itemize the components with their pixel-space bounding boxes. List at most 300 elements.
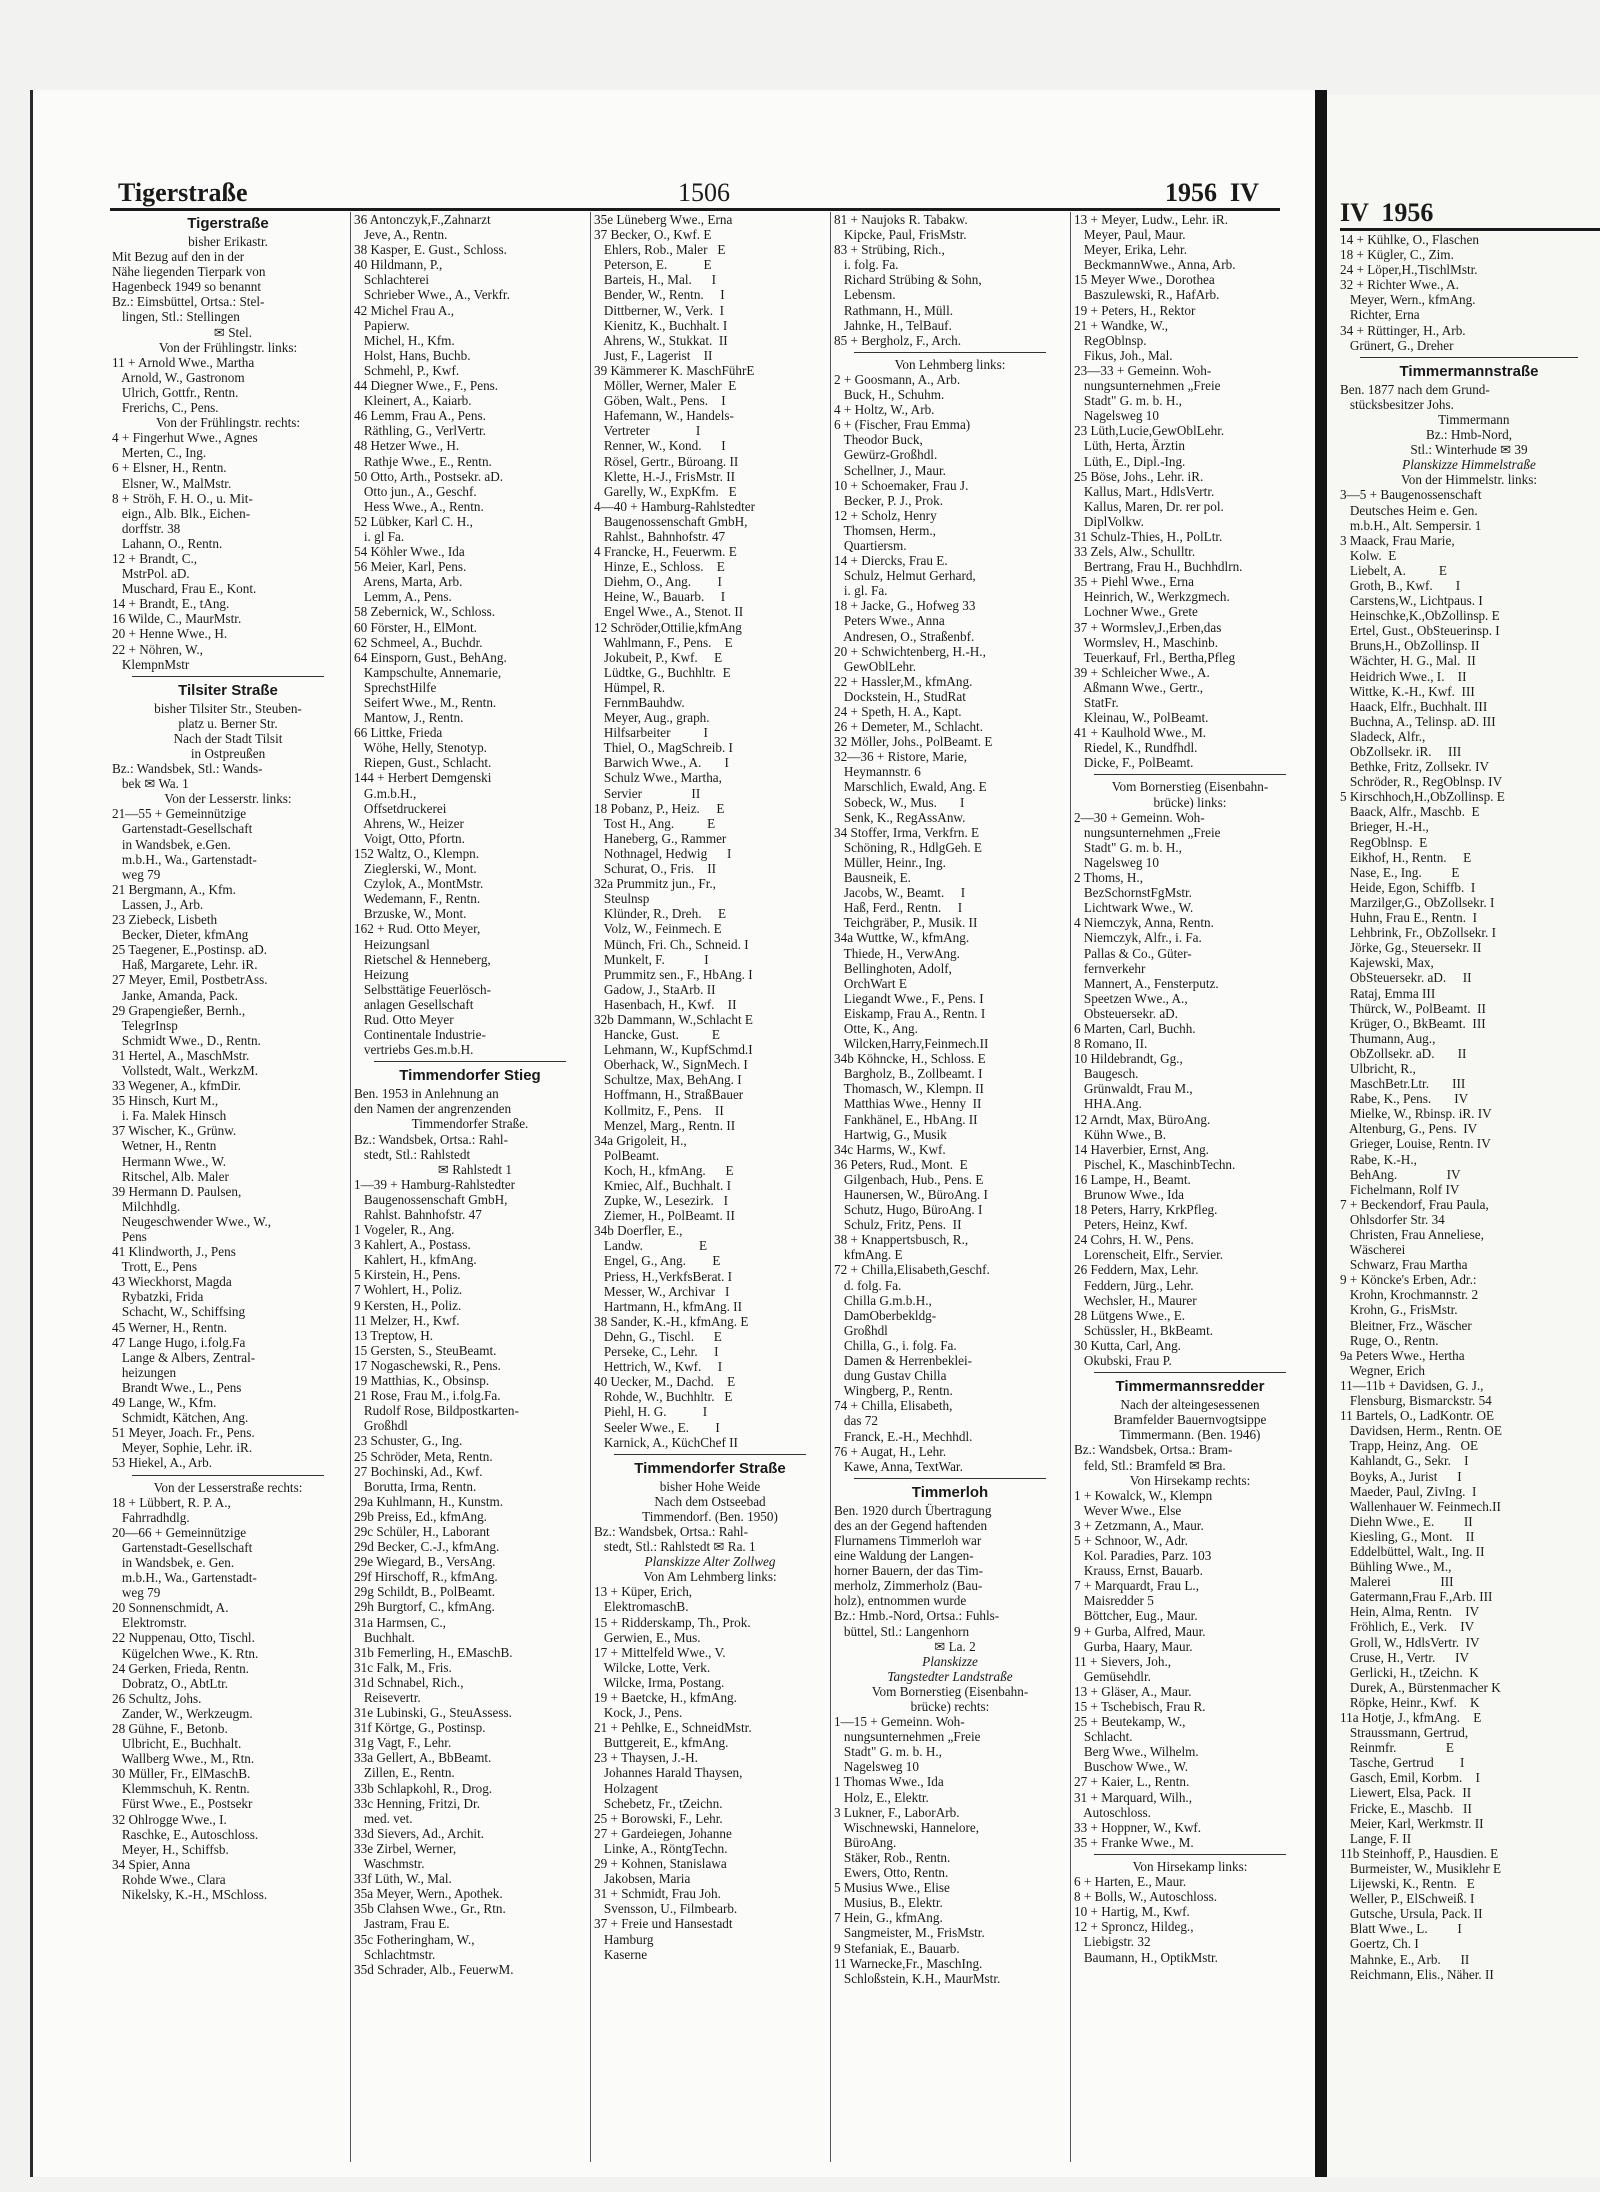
directory-entry: Linke, A., RöntgTechn. <box>594 1840 728 1856</box>
directory-entry: Räthling, G., VerlVertr. <box>354 423 486 439</box>
directory-entry: Gartenstadt-Gesellschaft <box>112 821 253 837</box>
directory-entry: Mit Bezug auf den in der <box>112 249 245 265</box>
directory-entry: Jakobsen, Maria <box>594 1871 691 1887</box>
directory-entry: 19 Matthias, K., Obsinsp. <box>354 1373 490 1389</box>
directory-entry: 15 Meyer Wwe., Dorothea <box>1074 272 1215 288</box>
directory-entry: Piehl, H. G. I <box>594 1404 708 1420</box>
street-heading: Tilsiter Straße <box>178 681 278 699</box>
directory-entry: Haack, Elfr., Buchhalt. III <box>1340 698 1488 714</box>
directory-entry: 54 Köhler Wwe., Ida <box>354 544 465 560</box>
directory-entry: 4 + Fingerhut Wwe., Agnes <box>112 430 258 446</box>
directory-entry: 76 + Augat, H., Lehr. <box>834 1443 947 1459</box>
directory-entry: Wegner, Erich <box>1340 1362 1425 1378</box>
directory-entry: Hartwig, G., Musik <box>834 1126 947 1142</box>
directory-entry: Schebetz, Fr., tZeichn. <box>594 1795 723 1811</box>
directory-entry: Krohn, Krochmannstr. 2 <box>1340 1287 1479 1303</box>
directory-entry: Pischel, K., MaschinbTechn. <box>1074 1156 1236 1172</box>
directory-entry: Marschlich, Ewald, Ang. E <box>834 779 987 795</box>
directory-entry: nungsunternehmen „Freie <box>834 1729 981 1745</box>
directory-entry: Gasch, Emil, Korbm. I <box>1340 1770 1480 1786</box>
directory-entry: 6 + Elsner, H., Rentn. <box>112 460 227 476</box>
directory-note: Stl.: Winterhude ✉ 39 <box>1410 442 1528 458</box>
directory-entry: Gerwien, E., Mus. <box>594 1629 701 1645</box>
directory-entry: 39 Hermann D. Paulsen, <box>112 1183 242 1199</box>
directory-entry: TelegrInsp <box>112 1017 178 1033</box>
directory-entry: 29g Schildt, B., PolBeamt. <box>354 1584 496 1600</box>
directory-entry: Baugenossenschaft GmbH, <box>354 1191 508 1207</box>
directory-entry: 34 + Rüttinger, H., Arb. <box>1340 322 1466 338</box>
directory-entry: Kahlandt, G., Sekr. I <box>1340 1453 1469 1469</box>
directory-entry: Hümpel, R. <box>594 679 666 695</box>
directory-entry: Buschow Wwe., W. <box>1074 1759 1189 1775</box>
directory-entry: 35b Clahsen Wwe., Gr., Rtn. <box>354 1901 506 1917</box>
directory-entry: in Wandsbek, e.Gen. <box>112 836 231 852</box>
directory-entry: 11 Melzer, H., Kwf. <box>354 1312 460 1328</box>
directory-entry: Bz.: Wandsbek, Ortsa.: Rahl- <box>354 1131 508 1147</box>
directory-entry: 39 Kämmerer K. MaschFührE <box>594 362 755 378</box>
directory-entry: Dicke, F., PolBeamt. <box>1074 755 1194 771</box>
directory-entry: 3 + Zetzmann, A., Maur. <box>1074 1517 1204 1533</box>
directory-entry: stedt, Stl.: Rahlstedt ✉ Ra. 1 <box>594 1539 756 1555</box>
directory-entry: 13 + Meyer, Ludw., Lehr. iR. <box>1074 212 1229 227</box>
directory-note: platz u. Berner Str. <box>178 715 278 731</box>
directory-entry: Nähe liegenden Tierpark von <box>112 264 266 280</box>
directory-column-3 <box>594 212 826 2172</box>
street-heading: Timmendorfer Stieg <box>399 1067 541 1085</box>
directory-entry: Heinrich, W., Werkzgmech. <box>1074 589 1230 605</box>
directory-entry: Hancke, Gust. E <box>594 1027 720 1043</box>
directory-entry: Meyer, Aug., graph. <box>594 710 710 726</box>
directory-entry: 46 Lemm, Frau A., Pens. <box>354 408 486 424</box>
directory-entry: Wallberg Wwe., M., Rtn. <box>112 1751 255 1767</box>
directory-entry: Peters, Heinz, Kwf. <box>1074 1217 1188 1233</box>
directory-entry: Prummitz sen., F., HbAng. I <box>594 966 753 982</box>
directory-entry: Kallus, Maren, Dr. rer pol. <box>1074 498 1224 514</box>
running-head-street: Tigerstraße <box>118 178 248 207</box>
directory-entry: 35e Lüneberg Wwe., Erna <box>594 212 733 227</box>
directory-entry: 3 Maack, Frau Marie, <box>1340 532 1455 548</box>
directory-entry: 13 Treptow, H. <box>354 1327 434 1343</box>
directory-entry: Blatt Wwe., L. I <box>1340 1921 1462 1937</box>
directory-entry: 27 + Gardeiegen, Johanne <box>594 1825 732 1841</box>
directory-entry: Lange & Albers, Zentral- <box>112 1349 256 1365</box>
directory-note: Timmermann <box>1428 411 1510 427</box>
directory-entry: Priess, H.,VerkfsBerat. I <box>594 1268 733 1284</box>
directory-entry: Böttcher, Eug., Maur. <box>1074 1608 1198 1624</box>
directory-entry: 33 + Hoppner, W., Kwf. <box>1074 1819 1202 1835</box>
directory-entry: 18 Pobanz, P., Heiz. E <box>594 800 725 816</box>
directory-entry: 11b Steinhoff, P., Hausdien. E <box>1340 1845 1499 1861</box>
directory-entry: Großhdl <box>354 1418 408 1434</box>
directory-entry: 48 Hetzer Wwe., H. <box>354 438 460 454</box>
directory-entry: Dobratz, O., AbtLtr. <box>112 1675 229 1691</box>
directory-entry: 35 Hinsch, Kurt M., <box>112 1093 219 1109</box>
directory-note: Nach der Stadt Tilsit <box>173 730 283 746</box>
directory-entry: den Namen der angrenzenden <box>354 1101 512 1117</box>
directory-entry: 7 + Beckendorf, Frau Paula, <box>1340 1196 1489 1212</box>
directory-entry: Gilgenbach, Hub., Pens. E <box>834 1171 984 1187</box>
directory-entry: Bellinghoten, Adolf, <box>834 960 952 976</box>
directory-entry: Christen, Frau Anneliese, <box>1340 1227 1484 1242</box>
directory-entry: Boyks, A., Jurist I <box>1340 1468 1462 1484</box>
directory-column-right-page <box>1340 232 1598 2192</box>
section-divider <box>374 1061 566 1062</box>
directory-entry: 52 Lübker, Karl C. H., <box>354 513 473 529</box>
directory-entry: Merten, C., Ing. <box>112 445 207 461</box>
directory-entry: Baugesch. <box>1074 1066 1139 1082</box>
directory-entry: ObZollsekr. aD. II <box>1340 1045 1467 1061</box>
directory-entry: Schulz, Helmut Gerhard, <box>834 568 976 584</box>
directory-entry: 32 Möller, Johs., PolBeamt. E <box>834 734 993 750</box>
directory-entry: stücksbesitzer Johs. <box>1340 396 1454 412</box>
directory-entry: 37 + Wormslev,J.,Erben,das <box>1074 619 1222 635</box>
directory-entry: Czylok, A., MontMstr. <box>354 876 484 892</box>
directory-entry: 9 Kersten, H., Poliz. <box>354 1297 462 1313</box>
directory-entry: feld, Stl.: Bramfeld ✉ Bra. <box>1074 1457 1226 1473</box>
directory-entry: Bz.: Wandsbek, Ortsa.: Bram- <box>1074 1442 1233 1458</box>
directory-entry: Kleinau, W., PolBeamt. <box>1074 710 1209 726</box>
directory-entry: 18 + Kügler, C., Zim. <box>1340 247 1454 263</box>
directory-entry: FernmBauhdw. <box>594 695 685 710</box>
directory-entry: kfmAng. E <box>834 1247 903 1263</box>
directory-entry: Lassen, J., Arb. <box>112 896 204 912</box>
directory-entry: 23 + Thaysen, J.-H. <box>594 1750 698 1766</box>
directory-entry: Röpke, Heinr., Kwf. K <box>1340 1694 1480 1710</box>
directory-entry: Oberhack, W., SignMech. I <box>594 1057 748 1073</box>
directory-entry: Lehmann, W., KupfSchmd.I <box>594 1042 753 1058</box>
directory-entry: DiplVolkw. <box>1074 513 1144 529</box>
directory-entry: 29 + Kohnen, Stanislawa <box>594 1856 727 1872</box>
directory-entry: 12 + Sproncz, Hildeg., <box>1074 1919 1194 1935</box>
directory-entry: Sangmeister, M., FrisMstr. <box>834 1925 985 1941</box>
directory-entry: Carstens,W., Lichtpaus. I <box>1340 593 1483 609</box>
directory-entry: 21 Rose, Frau M., i.folg.Fa. <box>354 1388 501 1404</box>
directory-column-2 <box>354 212 586 2172</box>
directory-entry: Jacobs, W., Beamt. I <box>834 885 966 901</box>
directory-entry: Elsner, W., MalMstr. <box>112 475 232 491</box>
directory-entry: Ulbricht, E., Buchhalt. <box>112 1736 242 1752</box>
directory-entry: Lüth, Herta, Ärztin <box>1074 438 1185 454</box>
directory-entry: 4 Niemczyk, Anna, Rentn. <box>1074 915 1214 931</box>
directory-entry: Servier II <box>594 785 701 801</box>
directory-entry: Michel, H., Kfm. <box>354 332 455 348</box>
directory-note: ✉ La. 2 <box>924 1638 976 1654</box>
directory-entry: 41 + Kaulhold Wwe., M. <box>1074 725 1207 741</box>
directory-entry: Maeder, Paul, ZivIng. I <box>1340 1483 1477 1499</box>
directory-entry: Jastram, Frau E. <box>354 1916 450 1932</box>
directory-entry: Ewers, Otto, Rentn. <box>834 1865 949 1881</box>
directory-entry: Heizung <box>354 966 409 982</box>
directory-entry: Heide, Egon, Schiffb. I <box>1340 879 1476 895</box>
directory-entry: 38 Kasper, E. Gust., Schloss. <box>354 242 507 258</box>
directory-entry: 23 Ziebeck, Lisbeth <box>112 912 218 928</box>
directory-entry: 11a Hotje, J., kfmAng. E <box>1340 1710 1482 1725</box>
directory-entry: Rabe, K.-H., <box>1340 1151 1417 1167</box>
directory-entry: Klemmschuh, K. Rentn. <box>112 1781 250 1797</box>
directory-entry: 26 + Demeter, M., Schlacht. <box>834 719 984 735</box>
directory-entry: DamOberbekldg- <box>834 1307 937 1323</box>
directory-note: Nach dem Ostseebad <box>654 1493 766 1509</box>
directory-entry: Heine, W., Bauarb. I <box>594 589 726 605</box>
directory-entry: Diehm, O., Ang. I <box>594 574 722 590</box>
directory-entry: Wittke, K.-H., Kwf. III <box>1340 683 1475 699</box>
directory-entry: Kol. Paradies, Parz. 103 <box>1074 1548 1212 1564</box>
directory-entry: Altenburg, G., Pens. IV <box>1340 1121 1478 1137</box>
directory-entry: 20 + Henne Wwe., H. <box>112 626 228 642</box>
directory-entry: 31 Hertel, A., MaschMstr. <box>112 1047 250 1063</box>
directory-entry: Thomsen, Herm., <box>834 522 936 538</box>
directory-entry: 29 Grapengießer, Bernh., <box>112 1002 246 1018</box>
directory-entry: Thiede, H., VerwAng. <box>834 945 960 961</box>
directory-entry: 19 + Peters, H., Rektor <box>1074 302 1196 318</box>
directory-entry: Kleinert, A., Kaiarb. <box>354 393 472 409</box>
directory-entry: Schmehl, P., Kwf. <box>354 362 460 378</box>
directory-entry: 29a Kuhlmann, H., Kunstm. <box>354 1493 504 1509</box>
directory-entry: Wever Wwe., Else <box>1074 1502 1182 1518</box>
directory-entry: 34c Harms, W., Kwf. <box>834 1141 946 1157</box>
directory-note: Planskizze Alter Zollweg <box>644 1554 776 1570</box>
directory-entry: Ertel, Gust., ObSteuerinsp. I <box>1340 623 1500 639</box>
directory-entry: 31e Lubinski, G., SteuAssess. <box>354 1705 512 1721</box>
directory-entry: 21 + Wandke, W., <box>1074 317 1169 333</box>
directory-column-4 <box>834 212 1066 2172</box>
directory-entry: Mantow, J., Rentn. <box>354 710 464 726</box>
directory-entry: 10 Hildebrandt, Gg., <box>1074 1051 1183 1067</box>
directory-entry: Brunow Wwe., Ida <box>1074 1187 1184 1202</box>
directory-entry: horner Bauern, der das Tim- <box>834 1563 984 1579</box>
directory-entry: 60 Förster, H., ElMont. <box>354 619 477 635</box>
directory-entry: in Wandsbek, e. Gen. <box>112 1554 235 1570</box>
directory-entry: Gemüsehdlr. <box>1074 1668 1151 1684</box>
directory-entry: 31f Körtge, G., Postinsp. <box>354 1720 486 1736</box>
directory-entry: 9 + Gurba, Alfred, Maur. <box>1074 1623 1206 1639</box>
directory-entry: Tasche, Gertrud I <box>1340 1755 1465 1771</box>
directory-entry: OrchWart E <box>834 975 907 991</box>
directory-entry: Hein, Alma, Rentn. IV <box>1340 1604 1480 1620</box>
directory-entry: Rathmann, H., Müll. <box>834 302 954 318</box>
directory-entry: 20—66 + Gemeinnützige <box>112 1524 247 1540</box>
directory-entry: 14 + Diercks, Frau E. <box>834 553 948 569</box>
directory-note: brücke) rechts: <box>910 1699 990 1714</box>
directory-entry: Bz.: Wandsbek, Stl.: Wands- <box>112 761 263 777</box>
directory-entry: 31 Schulz-Thies, H., PolLtr. <box>1074 528 1223 544</box>
section-divider <box>1360 357 1578 358</box>
directory-entry: 25 Böse, Johs., Lehr. iR. <box>1074 468 1204 484</box>
directory-entry: dung Gustav Chilla <box>834 1368 947 1384</box>
directory-entry: Trott, E., Pens <box>112 1259 198 1275</box>
directory-entry: Niemczyk, Alfr., i. Fa. <box>1074 930 1202 946</box>
directory-entry: Fankhänel, E., HbAng. II <box>834 1111 978 1127</box>
directory-entry: 31c Falk, M., Fris. <box>354 1659 452 1675</box>
directory-entry: Buck, H., Schuhm. <box>834 387 945 403</box>
directory-entry: Kallus, Mart., HdlsVertr. <box>1074 483 1215 499</box>
directory-entry: Dittberner, W., Verk. I <box>594 302 724 318</box>
directory-entry: 44 Diegner Wwe., F., Pens. <box>354 378 499 394</box>
directory-entry: 3 Lukner, F., LaborArb. <box>834 1804 960 1820</box>
directory-entry: Haß, Margarete, Lehr. iR. <box>112 957 258 973</box>
directory-entry: 24 Gerken, Frieda, Rentn. <box>112 1660 249 1676</box>
directory-entry: Fricke, E., Maschb. II <box>1340 1800 1472 1816</box>
directory-entry: Rohde, W., Buchhltr. E <box>594 1389 733 1405</box>
directory-entry: Bleitner, Frz., Wäscher <box>1340 1317 1472 1333</box>
directory-entry: heizungen <box>112 1364 177 1380</box>
directory-entry: Menzel, Marg., Rentn. II <box>594 1117 736 1133</box>
directory-entry: Meyer, Erika, Lehr. <box>1074 242 1187 258</box>
directory-entry: Groll, W., HdlsVertr. IV <box>1340 1634 1480 1650</box>
directory-entry: Otte, K., Ang. <box>834 1020 918 1036</box>
directory-entry: 37 Wischer, K., Grünw. <box>112 1123 237 1139</box>
directory-entry: Musius, B., Elektr. <box>834 1895 943 1911</box>
directory-entry: Ohlsdorfer Str. 34 <box>1340 1211 1445 1227</box>
directory-entry: Barteis, H., Mal. I <box>594 272 716 288</box>
directory-entry: 9a Peters Wwe., Hertha <box>1340 1347 1465 1363</box>
section-divider <box>854 352 1046 353</box>
directory-entry: eine Waldung der Langen- <box>834 1548 974 1564</box>
directory-entry: weg 79 <box>112 1585 161 1601</box>
directory-entry: Rataj, Emma III <box>1340 985 1436 1001</box>
directory-entry: Lijewski, K., Rentn. E <box>1340 1876 1475 1892</box>
directory-entry: 72 + Chilla,Elisabeth,Geschf. <box>834 1262 990 1278</box>
directory-entry: Mahnke, E., Arb. II <box>1340 1951 1470 1967</box>
directory-entry: 20 Sonnenschmidt, A. <box>112 1600 229 1616</box>
directory-entry: Stadt" G. m. b. H., <box>834 1744 942 1760</box>
directory-entry: Müller, Heinr., Ing. <box>834 854 946 870</box>
directory-entry: stedt, Stl.: Rahlstedt <box>354 1146 471 1162</box>
directory-entry: Voigt, Otto, Pfortn. <box>354 830 465 846</box>
directory-entry: Ben. 1877 nach dem Grund- <box>1340 381 1490 397</box>
directory-entry: 11 + Sievers, Joh., <box>1074 1653 1172 1669</box>
directory-entry: Rabe, K., Pens. IV <box>1340 1091 1469 1107</box>
directory-entry: Rösel, Gertr., Büroang. II <box>594 453 739 469</box>
directory-entry: 33 Wegener, A., kfmDir. <box>112 1078 241 1094</box>
directory-entry: Groth, B., Kwf. I <box>1340 577 1461 593</box>
directory-entry: 9 + Köncke's Erben, Adr.: <box>1340 1272 1477 1288</box>
directory-entry: Gurba, Haary, Maur. <box>1074 1638 1193 1654</box>
directory-entry: 3 Kahlert, A., Postass. <box>354 1237 471 1253</box>
directory-entry: bek ✉ Wa. 1 <box>112 776 189 792</box>
directory-entry: Obsteuersekr. aD. <box>1074 1005 1179 1021</box>
directory-entry: Hamburg <box>594 1931 654 1947</box>
directory-entry: Reichmann, Elis., Näher. II <box>1340 1966 1494 1982</box>
directory-entry: Becker, Dieter, kfmAng <box>112 927 249 943</box>
directory-entry: 144 + Herbert Demgenski <box>354 770 492 786</box>
directory-column-1 <box>112 212 344 2172</box>
directory-entry: Chilla, G., i. folg. Fa. <box>834 1337 957 1353</box>
directory-entry: Kügelchen Wwe., K. Rtn. <box>112 1645 259 1661</box>
directory-entry: Heizungsanl <box>354 936 430 952</box>
directory-entry: Karnick, A., KüchChef II <box>594 1434 738 1450</box>
directory-entry: Gewürz-Großhdl. <box>834 447 938 463</box>
directory-entry: 28 Lütgens Wwe., E. <box>1074 1307 1186 1323</box>
street-heading: Tigerstraße <box>187 215 269 232</box>
directory-entry: Jeve, A., Rentn. <box>354 227 448 243</box>
directory-entry: Lüth, E., Dipl.-Ing. <box>1074 453 1186 469</box>
directory-entry: Rahlst., Bahnhofstr. 47 <box>594 528 726 544</box>
directory-entry: Lorenscheit, Elfr., Servier. <box>1074 1247 1224 1263</box>
directory-entry: 3—5 + Baugenossenschaft <box>1340 487 1482 503</box>
directory-entry: Gadow, J., StaArb. II <box>594 981 716 997</box>
directory-entry: RegOblnsp. E <box>1340 834 1428 850</box>
directory-entry: 50 Otto, Arth., Postsekr. aD. <box>354 468 504 484</box>
directory-entry: 5 Kirstein, H., Pens. <box>354 1267 461 1283</box>
directory-entry: Burmeister, W., Musiklehr E <box>1340 1860 1502 1876</box>
directory-entry: Zieglerski, W., Mont. <box>354 861 477 877</box>
directory-note: Von der Himmelstr. links: <box>1400 472 1538 488</box>
directory-entry: Deutsches Heim e. Gen. <box>1340 502 1478 518</box>
directory-entry: 12 Schröder,Ottilie,kfmAng <box>594 619 742 635</box>
directory-entry: Wilcke, Irma, Postang. <box>594 1674 725 1690</box>
directory-entry: Bethke, Fritz, Zollsekr. IV <box>1340 759 1490 775</box>
directory-entry: Bruns,H., ObZollinsp. II <box>1340 638 1480 654</box>
directory-entry: 6 + (Fischer, Frau Emma) <box>834 417 971 433</box>
directory-entry: Baszulewski, R., HafArb. <box>1074 287 1220 303</box>
directory-entry: nungsunternehmen „Freie <box>1074 824 1221 840</box>
directory-entry: Ahrens, W., Stukkat. II <box>594 332 728 348</box>
directory-entry: Nikelsky, K.-H., MSchloss. <box>112 1887 268 1903</box>
directory-entry: Nagelsweg 10 <box>1074 408 1159 424</box>
directory-entry: Liebelt, A. E <box>1340 562 1447 578</box>
directory-entry: Möller, Werner, Maler E <box>594 378 737 394</box>
directory-entry: Schellner, J., Maur. <box>834 462 946 478</box>
directory-entry: Buchhalt. <box>354 1629 415 1645</box>
directory-entry: Svensson, U., Filmbearb. <box>594 1901 738 1917</box>
directory-entry: Steulnsp <box>594 891 650 907</box>
directory-entry: i. Fa. Malek Hinsch <box>112 1108 227 1124</box>
directory-entry: Okubski, Frau P. <box>1074 1353 1172 1369</box>
directory-entry: Bargholz, B., Zollbeamt. I <box>834 1066 983 1082</box>
directory-entry: 29e Wiegard, B., VersAng. <box>354 1554 496 1570</box>
column-divider <box>590 212 591 2162</box>
directory-entry: 33 Zels, Alw., Schulltr. <box>1074 544 1196 560</box>
directory-entry: Großhdl <box>834 1322 888 1338</box>
directory-entry: 35c Fotheringham, W., <box>354 1931 475 1947</box>
directory-entry: Continentale Industrie- <box>354 1027 486 1043</box>
directory-entry: Bausneik, E. <box>834 870 911 886</box>
directory-entry: 35 + Piehl Wwe., Erna <box>1074 574 1194 590</box>
directory-entry: m.b.H., Alt. Sempersir. 1 <box>1340 517 1482 533</box>
directory-note: bisher Tilsiter Str., Steuben- <box>154 700 302 716</box>
directory-entry: 22 + Hassler,M., kfmAng. <box>834 673 973 689</box>
directory-entry: Hettrich, W., Kwf. I <box>594 1359 723 1375</box>
directory-entry: Engel, G., Ang. E <box>594 1253 721 1269</box>
directory-entry: Ben. 1953 in Anlehnung an <box>354 1086 499 1102</box>
directory-entry: Zupke, W., Lesezirk. I <box>594 1193 729 1209</box>
directory-entry: ElektromaschB. <box>594 1599 689 1615</box>
directory-entry: Marzilger,G., ObZollsekr. I <box>1340 894 1495 910</box>
directory-entry: 42 Michel Frau A., <box>354 302 454 318</box>
directory-entry: Riepen, Gust., Schlacht. <box>354 755 492 771</box>
directory-entry: 53 Hiekel, A., Arb. <box>112 1455 212 1471</box>
directory-entry: 24 Cohrs, H. W., Pens. <box>1074 1232 1194 1248</box>
directory-entry: 36 Antonczyk,F.,Zahnarzt <box>354 212 491 227</box>
directory-entry: GewOblLehr. <box>834 658 917 674</box>
directory-entry: Wedemann, F., Rentn. <box>354 891 481 907</box>
directory-entry: Teuerkauf, Frl., Bertha,Pfleg <box>1074 649 1236 665</box>
directory-entry: Kaserne <box>594 1946 648 1962</box>
directory-entry: 30 Kutta, Carl, Ang. <box>1074 1337 1181 1353</box>
directory-entry: merholz, Zimmerholz (Bau- <box>834 1578 983 1594</box>
directory-entry: 29f Hirschoff, R., kfmAng. <box>354 1569 498 1585</box>
directory-note: Von der Frühlingstr. rechts: <box>155 415 301 431</box>
directory-entry: lingen, Stl.: Stellingen <box>112 309 240 325</box>
directory-entry: 12 + Brandt, C., <box>112 550 198 566</box>
street-heading: Timmermannstraße <box>1399 362 1539 380</box>
directory-entry: Peterson, E. E <box>594 257 712 273</box>
directory-entry: Wechsler, H., Maurer <box>1074 1292 1197 1308</box>
directory-entry: ObSteuersekr. aD. II <box>1340 970 1472 986</box>
directory-entry: 1 Thomas Wwe., Ida <box>834 1774 944 1790</box>
directory-entry: 152 Waltz, O., Klempn. <box>354 845 480 861</box>
